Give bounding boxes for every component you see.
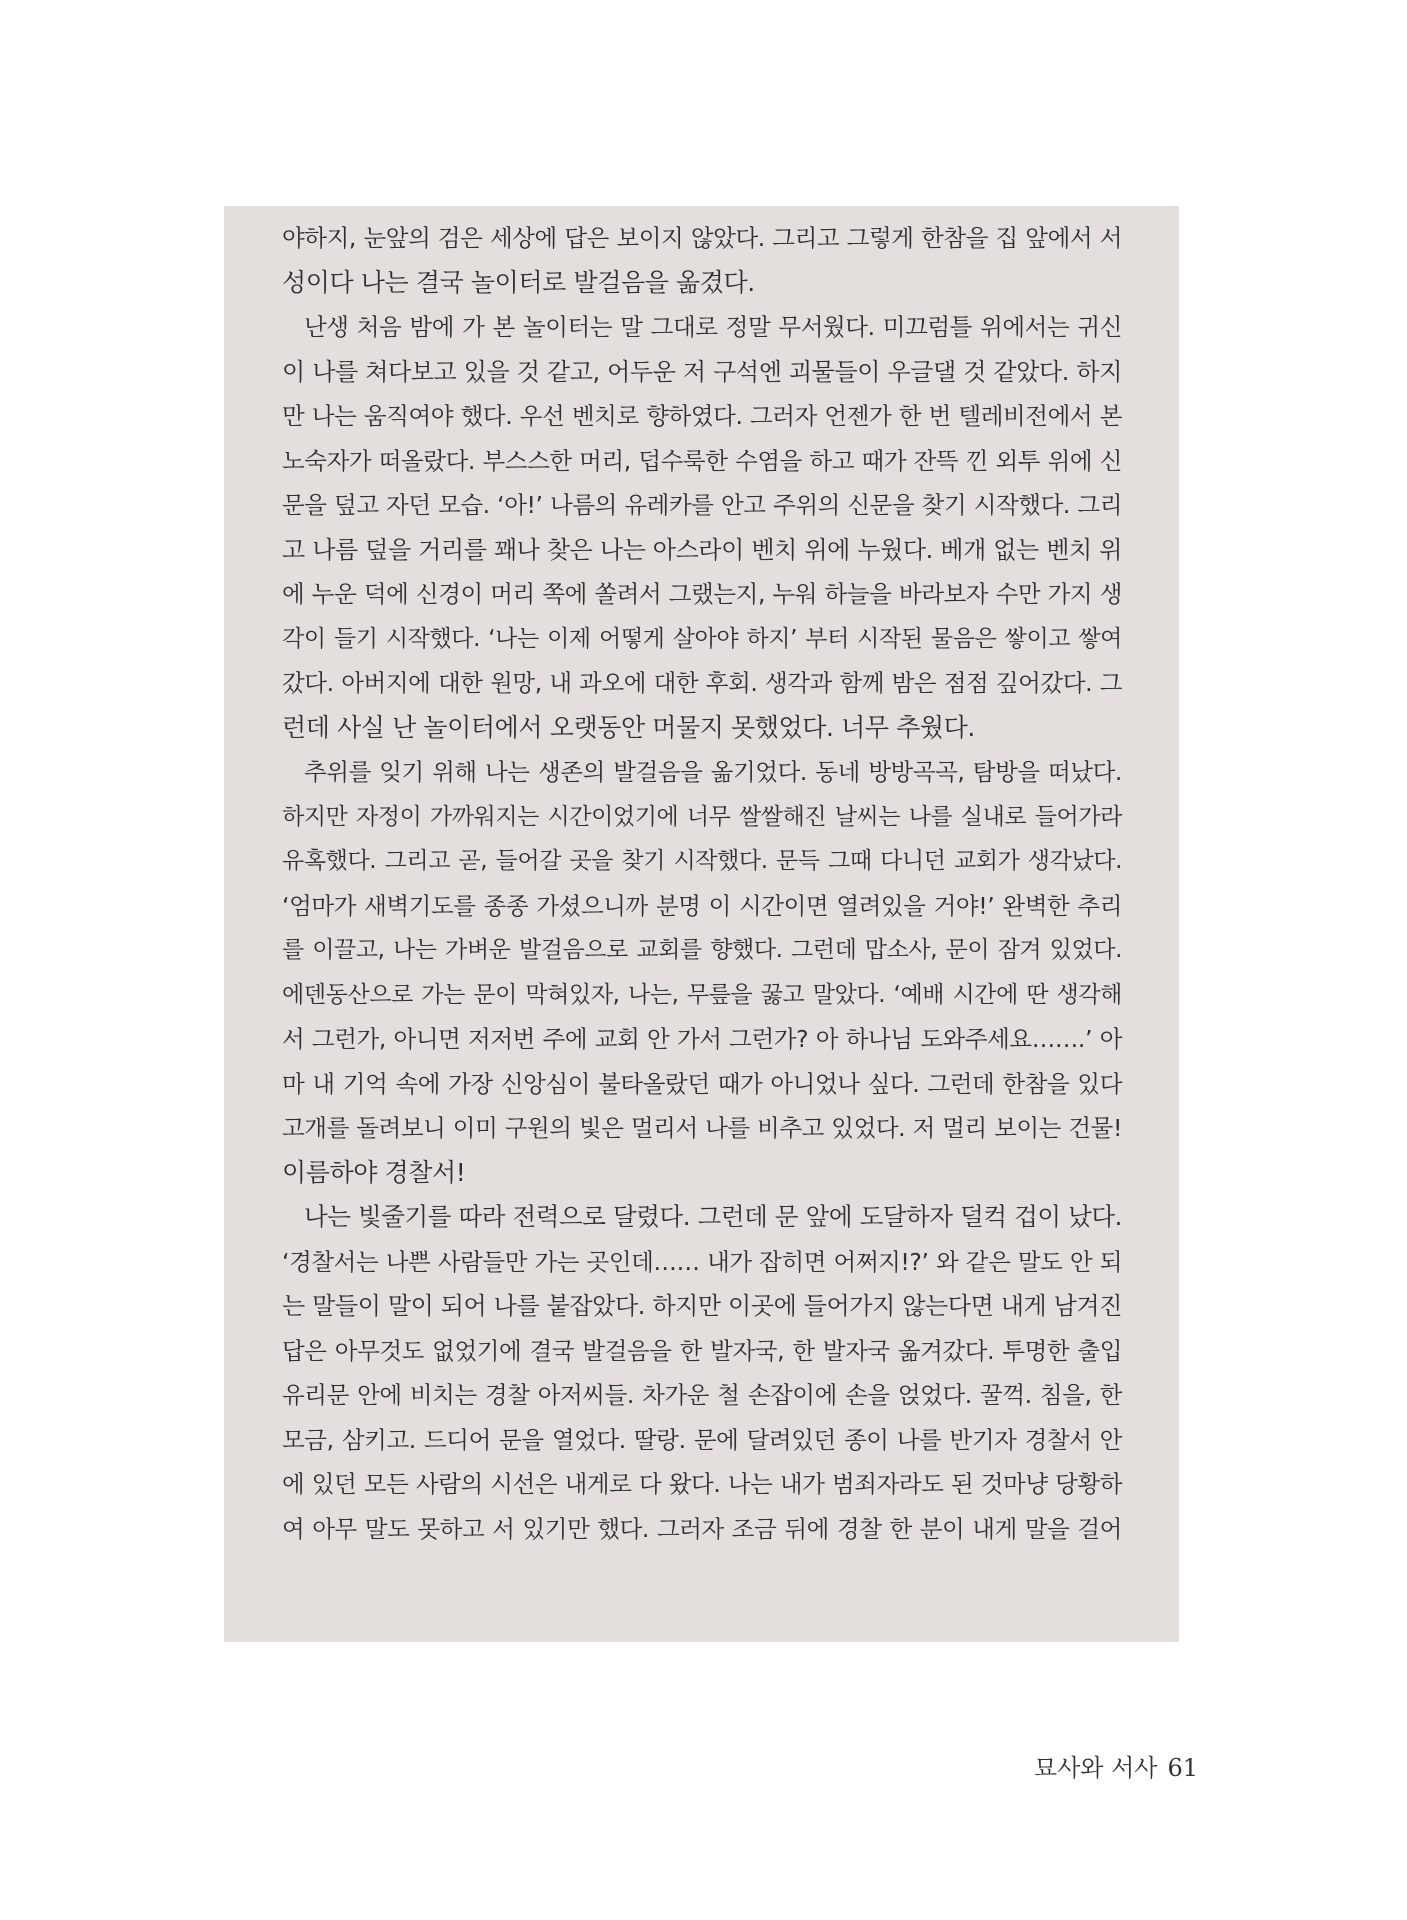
text-line: 런데 사실 난 놀이터에서 오랫동안 머물지 못했었다. 너무 추웠다. bbox=[282, 712, 975, 742]
text-line: 나는 빛줄기를 따라 전력으로 달렸다. 그런데 문 앞에 도달하자 덜컥 겁이 났다. bbox=[304, 1202, 1122, 1231]
text-line: 난생 처음 밤에 가 본 놀이터는 말 그대로 정말 무서웠다. 미끄럼틀 위에서는 귀신 bbox=[304, 313, 1122, 341]
text-line: 에덴동산으로 가는 문이 막혀있자, 나는, 무릎을 꿇고 말았다. ‘예배 시간에 딴 생각해 bbox=[282, 981, 1122, 1008]
text-line: 를 이끌고, 나는 가벼운 발걸음으로 교회를 향했다. 그런데 맙소사, 문이 잠겨 있었다. bbox=[282, 937, 1122, 963]
text-line: 답은 아무것도 없었기에 결국 발걸음을 한 발자국, 한 발자국 옮겨갔다. 투명한 출입 bbox=[282, 1336, 1122, 1365]
text-line: 마 내 기억 속에 가장 신앙심이 불타올랐던 때가 아니었나 싶다. 그런데 한참을 있다 bbox=[282, 1069, 1122, 1098]
text-line: 에 누운 덕에 신경이 머리 쪽에 쏠려서 그랬는지, 누워 하늘을 바라보자 수만 가지 생 bbox=[282, 580, 1122, 608]
text-line: 는 말들이 말이 되어 나를 붙잡았다. 하지만 이곳에 들어가지 않는다면 내게 남겨진 bbox=[282, 1292, 1122, 1320]
text-line: 서 그런가, 아니면 저저번 주에 교회 안 가서 그런가? 아 하나님 도와주세요…….’ 아 bbox=[282, 1025, 1122, 1053]
page-footer bbox=[1034, 1748, 1198, 1783]
text-line: 노숙자가 떠올랐다. 부스스한 머리, 덥수룩한 수염을 하고 때가 잔뜩 낀 외투 위에 신 bbox=[282, 446, 1122, 475]
text-line: ‘엄마가 새벽기도를 종종 가셨으니까 분명 이 시간이면 열려있을 거야!’ 완벽한 추리 bbox=[282, 891, 1122, 920]
text-line: 문을 덮고 자던 모습. ‘아!’ 나름의 유레카를 안고 주위의 신문을 찾기 시작했다. 그리 bbox=[282, 491, 1122, 519]
running-title: 묘사와 서사 bbox=[1033, 1754, 1158, 1782]
text-line: 이름하야 경찰서! bbox=[282, 1157, 466, 1187]
text-line: 고 나름 덮을 거리를 꽤나 찾은 나는 아스라이 벤치 위에 누웠다. 베개 없는 벤치 위 bbox=[282, 535, 1122, 564]
text-line: 각이 들기 시작했다. ‘나는 이제 어떻게 살아야 하지’ 부터 시작된 물음은 쌓이고 쌓여 bbox=[282, 625, 1122, 652]
text-line: ‘경찰서는 나쁜 사람들만 가는 곳인데…… 내가 잡히면 어쩌지!?’ 와 같은 말도 안 되 bbox=[282, 1247, 1122, 1276]
text-line: 성이다 나는 결국 놀이터로 발걸음을 옮겼다. bbox=[282, 267, 755, 297]
text-line: 에 있던 모든 사람의 시선은 내게로 다 왔다. 나는 내가 범죄자라도 된 것마냥 당황하 bbox=[282, 1470, 1122, 1498]
text-line: 갔다. 아버지에 대한 원망, 내 과오에 대한 후회. 생각과 함께 밤은 점점 깊어갔다. 그 bbox=[282, 669, 1122, 697]
text-line: 야하지, 눈앞의 검은 세상에 답은 보이지 않았다. 그리고 그렇게 한참을 집 앞에서 서 bbox=[282, 224, 1122, 252]
page-number: 61 bbox=[1167, 1754, 1198, 1782]
text-line: 만 나는 움직여야 했다. 우선 벤치로 향하였다. 그러자 언젠가 한 번 텔레비전에서 본 bbox=[282, 402, 1122, 430]
text-line: 하지만 자정이 가까워지는 시간이었기에 너무 쌀쌀해진 날씨는 나를 실내로 들어가라 bbox=[282, 803, 1122, 830]
text-line: 추위를 잊기 위해 나는 생존의 발걸음을 옮기었다. 동네 방방곡곡, 탐방을 떠났다. bbox=[304, 758, 1122, 786]
text-line: 유리문 안에 비치는 경찰 아저씨들. 차가운 철 손잡이에 손을 얹었다. 꿀꺽. 침을, 한 bbox=[282, 1381, 1122, 1409]
text-line: 유혹했다. 그리고 곧, 들어갈 곳을 찾기 시작했다. 문득 그때 다니던 교회가 생각났다. bbox=[282, 848, 1122, 874]
text-block bbox=[224, 206, 1179, 1642]
text-line: 여 아무 말도 못하고 서 있기만 했다. 그러자 조금 뒤에 경찰 한 분이 내게 말을 걸어 bbox=[282, 1514, 1122, 1543]
text-line: 고개를 돌려보니 이미 구원의 빛은 멀리서 나를 비추고 있었다. 저 멀리 보이는 건물! bbox=[282, 1114, 1122, 1142]
text-line: 모금, 삼키고. 드디어 문을 열었다. 딸랑. 문에 달려있던 종이 나를 반기자 경찰서 안 bbox=[282, 1425, 1122, 1454]
text-line: 이 나를 쳐다보고 있을 것 같고, 어두운 저 구석엔 괴물들이 우글댈 것 같았다. 하지 bbox=[282, 357, 1122, 386]
